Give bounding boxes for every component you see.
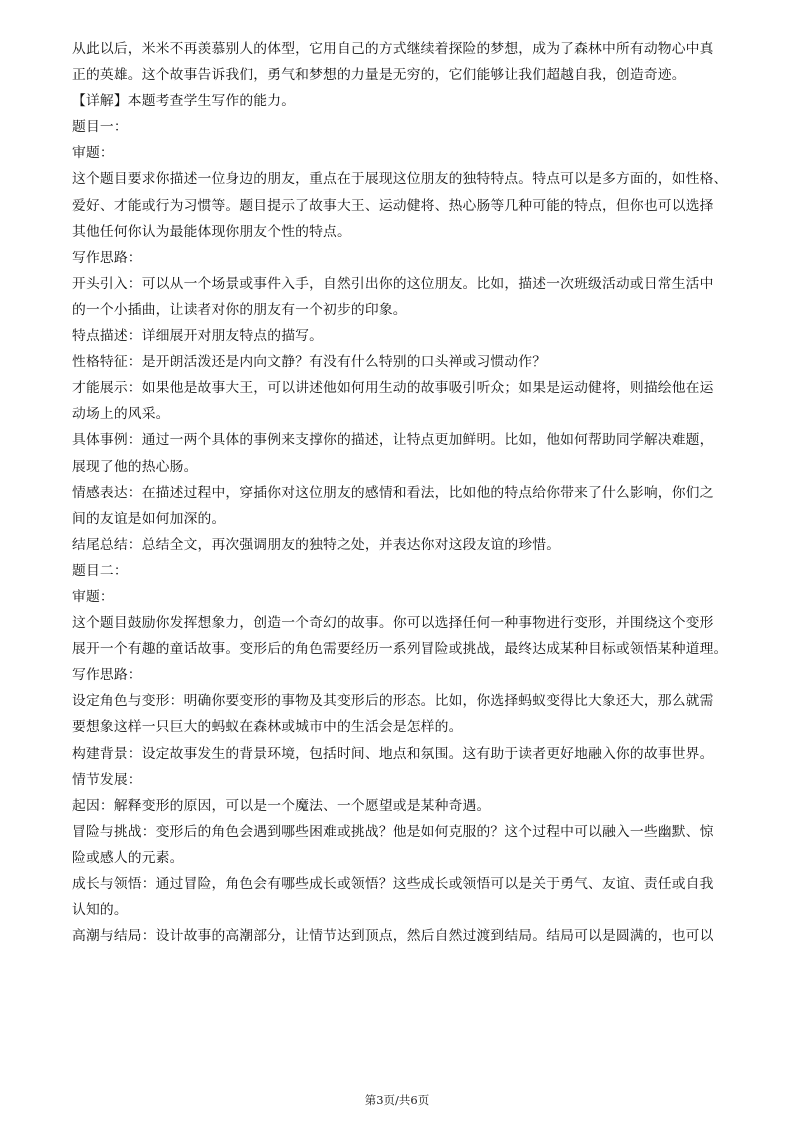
text-line: 从此以后，米米不再羡慕别人的体型，它用自己的方式继续着探险的梦想，成为了森林中所有动物心中真 — [72, 41, 714, 57]
text-line: 展现了他的热心肠。 — [72, 458, 198, 475]
subheading-writing-approach: 写作思路： — [72, 249, 142, 266]
text-line: 险或感人的元素。 — [72, 849, 184, 866]
text-line: 结尾总结：总结全文，再次强调朋友的独特之处，并表达你对这段友谊的珍惜。 — [72, 536, 561, 553]
text-line: 动场上的风采。 — [72, 406, 170, 423]
text-line: 起因：解释变形的原因，可以是一个魔法、一个愿望或是某种奇遇。 — [72, 797, 491, 814]
question-two-heading: 题目二： — [72, 562, 128, 579]
text-line: 这个题目鼓励你发挥想象力，创造一个奇幻的故事。你可以选择任何一种事物进行变形，并围绕这个变形 — [72, 615, 714, 632]
text-line: 构建背景：设定故事发生的背景环境，包括时间、地点和氛围。这有助于读者更好地融入你的故事世界。 — [72, 745, 714, 762]
text-line: 正的英雄。这个故事告诉我们，勇气和梦想的力量是无穷的，它们能够让我们超越自我，创造奇迹。 — [72, 67, 686, 84]
subheading-plot-development: 情节发展： — [72, 771, 142, 788]
subheading-topic-analysis: 审题： — [72, 145, 114, 162]
subheading-writing-approach: 写作思路： — [72, 667, 142, 684]
page-number: 第3页/共6页 — [364, 1093, 430, 1107]
text-line: 冒险与挑战：变形后的角色会遇到哪些困难或挑战？他是如何克服的？这个过程中可以融入一些幽默、惊 — [72, 823, 714, 840]
question-one-heading: 题目一： — [72, 119, 128, 136]
page-body — [72, 36, 728, 949]
text-line: 爱好、才能或行为习惯等。题目提示了故事大王、运动健将、热心肠等几种可能的特点，但你也可以选择 — [72, 197, 714, 214]
text-line: 要想象这样一只巨大的蚂蚁在森林或城市中的生活会是怎样的。 — [72, 719, 463, 736]
text-line: 高潮与结局：设计故事的高潮部分，让情节达到顶点，然后自然过渡到结局。结局可以是圆满的，也可以 — [72, 928, 714, 945]
text-line: 才能展示：如果他是故事大王，可以讲述他如何用生动的故事吸引听众；如果是运动健将，则描绘他在运 — [72, 380, 714, 397]
text-line: 性格特征：是开朗活泼还是内向文静？有没有什么特别的口头禅或习惯动作？ — [72, 354, 547, 371]
text-line: 成长与领悟：通过冒险，角色会有哪些成长或领悟？这些成长或领悟可以是关于勇气、友谊、责任或自我 — [72, 876, 714, 892]
section-heading-explanation: 【详解】本题考查学生写作的能力。 — [72, 93, 296, 110]
text-line: 展开一个有趣的童话故事。变形后的角色需要经历一系列冒险或挑战，最终达成某种目标或领悟某种道理。 — [72, 641, 728, 658]
text-line: 具体事例：通过一两个具体的事例来支撑你的描述，让特点更加鲜明。比如，他如何帮助同学解决难题， — [72, 432, 714, 449]
text-line: 其他任何你认为最能体现你朋友个性的特点。 — [72, 223, 351, 240]
text-line: 这个题目要求你描述一位身边的朋友，重点在于展现这位朋友的独特特点。特点可以是多方面的，如性格、 — [72, 171, 728, 188]
text-line: 设定角色与变形：明确你要变形的事物及其变形后的形态。比如，你选择蚂蚁变得比大象还大，那么就需 — [72, 693, 714, 710]
text-line: 开头引入：可以从一个场景或事件入手，自然引出你的这位朋友。比如，描述一次班级活动或日常生活中 — [72, 275, 714, 292]
text-line: 的一个小插曲，让读者对你的朋友有一个初步的印象。 — [72, 301, 407, 318]
text-line: 认知的。 — [72, 902, 128, 919]
text-line: 间的友谊是如何加深的。 — [72, 510, 226, 527]
text-line: 情感表达：在描述过程中，穿插你对这位朋友的感情和看法，比如他的特点给你带来了什么影响，你们之 — [72, 484, 714, 501]
subheading-topic-analysis: 审题： — [72, 588, 114, 605]
text-line: 特点描述：详细展开对朋友特点的描写。 — [72, 328, 324, 345]
